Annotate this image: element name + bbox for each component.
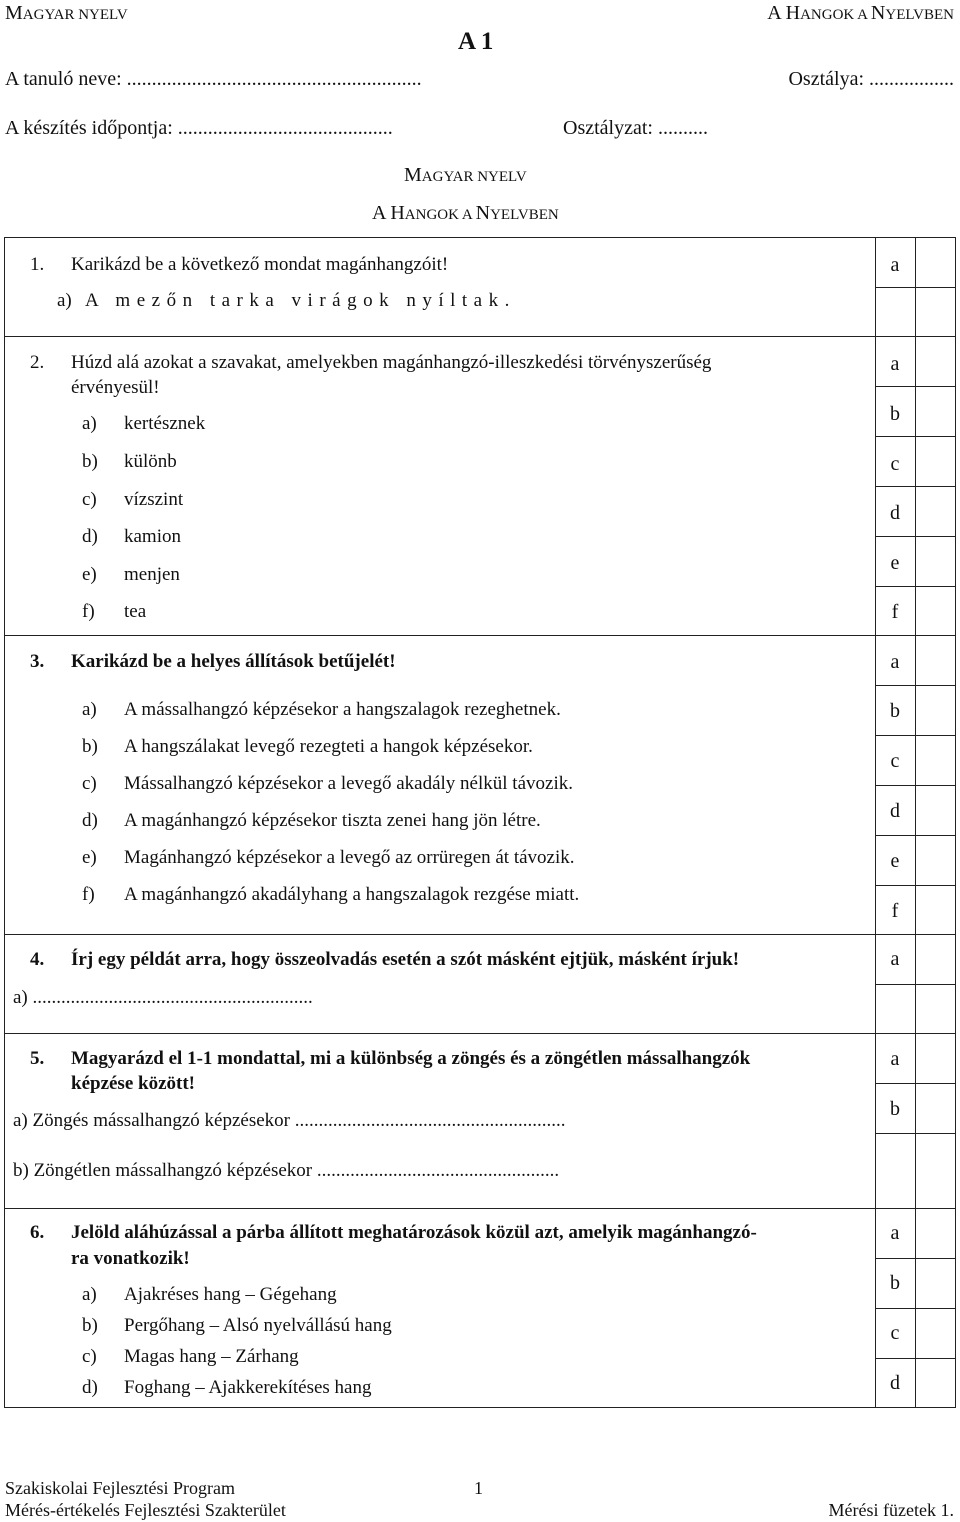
task3-number: 3. <box>30 651 45 672</box>
score-letter: d <box>890 1372 900 1394</box>
score-letter: b <box>890 700 900 722</box>
task1-sentence: A mezőn tarka virágok nyíltak. <box>85 290 516 311</box>
score-letter: a <box>890 1222 900 1244</box>
header-subject: MAGYAR NYELV <box>5 2 128 24</box>
class-field: Osztálya: ................. <box>788 68 954 90</box>
page-number: 1 <box>474 1478 483 1498</box>
task3-statement: f) A magánhangzó akadályhang a hangszalagok rezgése miatt. <box>82 884 580 905</box>
score-letter: b <box>890 403 900 425</box>
table-border-right <box>955 237 956 1408</box>
title-subject: MAGYAR NYELV <box>404 164 527 186</box>
score-letter: a <box>890 948 900 970</box>
score-letter: e <box>890 850 900 872</box>
score-letter: c <box>890 750 900 772</box>
task2-word: c) vízszint <box>82 489 184 510</box>
task4-instruction: Írj egy példát arra, hogy összeolvadás esetén a szót másként ejtjük, másként írjuk! <box>71 949 740 970</box>
task6-pair: a) Ajakréses hang – Gégehang <box>82 1284 337 1305</box>
task3-instruction: Karikázd be a helyes állítások betűjelét! <box>71 651 396 672</box>
task1-number: 1. <box>30 254 45 275</box>
score-letter: f <box>891 601 899 623</box>
score-letter: c <box>890 1322 900 1344</box>
task5-number: 5. <box>30 1048 45 1069</box>
table-bottom <box>4 1407 956 1408</box>
task6-pair: d) Foghang – Ajakkerekítéses hang <box>82 1377 372 1398</box>
table-border-left <box>4 237 5 1408</box>
student-name-field: A tanuló neve: ........................................................... <box>5 68 422 90</box>
task2-instruction-line1: Húzd alá azokat a szavakat, amelyekben magánhangzó-illeszkedési törvényszerűség <box>71 352 712 373</box>
score-letter: a <box>890 254 900 276</box>
task2-word: f) tea <box>82 601 147 622</box>
score-letter: a <box>890 651 900 673</box>
score-letter: e <box>890 552 900 574</box>
task5-answer-a: a) Zöngés mássalhangzó képzésekor ......................................................... <box>13 1110 566 1131</box>
score-letter: f <box>891 900 899 922</box>
task2-word: b) különb <box>82 451 177 472</box>
task3-statement: d) A magánhangzó képzésekor tiszta zenei hang jön létre. <box>82 810 541 831</box>
score-letter: b <box>890 1098 900 1120</box>
task2-word: e) menjen <box>82 564 180 585</box>
footer-program: Szakiskolai Fejlesztési Program <box>5 1478 235 1498</box>
sheet-code: A 1 <box>458 28 494 55</box>
title-topic: A HANGOK A NYELVBEN <box>372 202 559 224</box>
task5-instruction-line1: Magyarázd el 1-1 mondattal, mi a különbség a zöngés és a zöngétlen mássalhangzók <box>71 1048 751 1069</box>
task-separator <box>4 1033 956 1034</box>
score-box-divider <box>915 237 916 1408</box>
score-letter: a <box>890 353 900 375</box>
task3-statement: e) Magánhangzó képzésekor a levegő az orrüregen át távozik. <box>82 847 575 868</box>
task6-instruction-line1: Jelöld aláhúzással a párba állított meghatározások közül azt, amelyik magánhangzó- <box>71 1222 757 1243</box>
task2-instruction-line2: érvényesül! <box>71 377 160 398</box>
task2-word: d) kamion <box>82 526 181 547</box>
task5-answer-b: b) Zöngétlen mássalhangzó képzésekor ................................................... <box>13 1160 560 1181</box>
score-letter: d <box>890 800 900 822</box>
task2-word: a) kertésznek <box>82 413 206 434</box>
task1-instruction: Karikázd be a következő mondat magánhangzóit! <box>71 254 449 275</box>
task3-statement: b) A hangszálakat levegő rezegteti a hangok képzésekor. <box>82 736 533 757</box>
task6-instruction-line2: ra vonatkozik! <box>71 1248 190 1269</box>
score-letter: c <box>890 453 900 475</box>
task1-item-label: a) <box>57 290 72 311</box>
score-letter: d <box>890 502 900 524</box>
footer-department: Mérés-értékelés Fejlesztési Szakterület <box>5 1500 286 1520</box>
task3-statement: a) A mássalhangzó képzésekor a hangszalagok rezeghetnek. <box>82 699 561 720</box>
footer-booklet: Mérési füzetek 1. <box>828 1500 954 1520</box>
score-letter: a <box>890 1048 900 1070</box>
grade-field: Osztályzat: .......... <box>563 117 708 139</box>
task6-pair: c) Magas hang – Zárhang <box>82 1346 299 1367</box>
table-top <box>4 237 956 238</box>
task-separator <box>4 336 956 337</box>
score-letter: b <box>890 1272 900 1294</box>
task3-statement: c) Mássalhangzó képzésekor a levegő akadály nélkül távozik. <box>82 773 573 794</box>
task5-instruction-line2: képzése között! <box>71 1073 195 1094</box>
task6-number: 6. <box>30 1222 45 1243</box>
task2-number: 2. <box>30 352 45 373</box>
date-field: A készítés időpontja: ........................................... <box>5 117 393 139</box>
task6-pair: b) Pergőhang – Alsó nyelvállású hang <box>82 1315 392 1336</box>
task4-answer-line: a) ........................................................... <box>13 987 313 1008</box>
task-separator <box>4 1208 956 1209</box>
header-topic: A HANGOK A NYELVBEN <box>767 2 954 24</box>
task-separator <box>4 934 956 935</box>
task4-number: 4. <box>30 949 45 970</box>
task-separator <box>4 635 956 636</box>
